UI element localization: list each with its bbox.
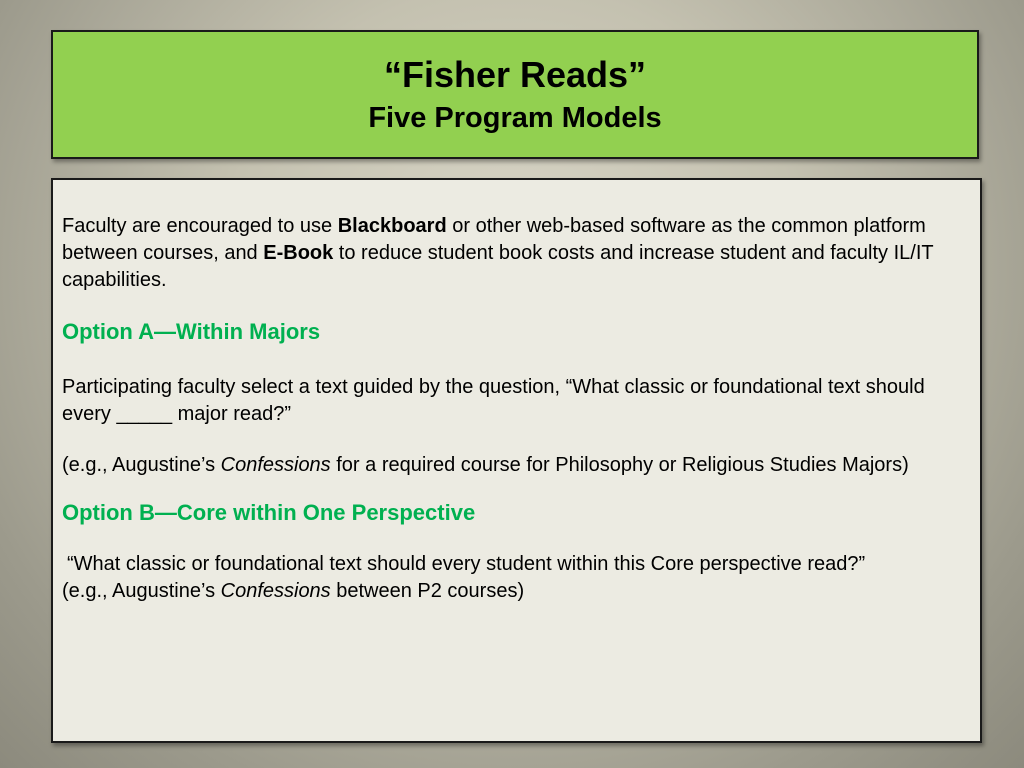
option-b-example-post: between P2 courses) bbox=[330, 580, 525, 602]
slide-title-box bbox=[51, 30, 979, 159]
option-a-example-pre: (e.g., Augustine’s bbox=[62, 454, 221, 476]
slide-subtitle: Five Program Models bbox=[368, 102, 662, 134]
option-b-description: “What classic or foundational text should every student within this Core perspective read?” bbox=[67, 553, 866, 575]
ebook-term: E-Book bbox=[263, 242, 334, 264]
intro-text-3: to reduce student book costs and increase student and faculty IL/IT capabilities. bbox=[62, 242, 934, 291]
option-a-example-title: Confessions bbox=[220, 454, 331, 476]
intro-text-1: Faculty are encouraged to use bbox=[62, 215, 338, 237]
option-a-example-post: for a required course for Philosophy or Religious Studies Majors) bbox=[330, 454, 909, 476]
option-b-example-title: Confessions bbox=[220, 580, 331, 602]
option-b-example bbox=[62, 578, 970, 605]
option-a-description: Participating faculty select a text guided by the question, “What classic or foundational text should every _____ major read?” bbox=[62, 376, 925, 425]
option-a-heading: Option A—Within Majors bbox=[62, 319, 321, 344]
slide-content-box bbox=[51, 178, 982, 743]
blackboard-term: Blackboard bbox=[337, 215, 447, 237]
option-b-example-pre: (e.g., Augustine’s bbox=[62, 580, 221, 602]
intro-paragraph bbox=[62, 213, 970, 294]
option-a-example bbox=[62, 452, 970, 479]
slide-title: “Fisher Reads” bbox=[383, 54, 647, 95]
option-b-heading: Option B—Core within One Perspective bbox=[62, 500, 476, 525]
intro-text-2: or other web-based software as the common platform between courses, and bbox=[62, 215, 926, 264]
